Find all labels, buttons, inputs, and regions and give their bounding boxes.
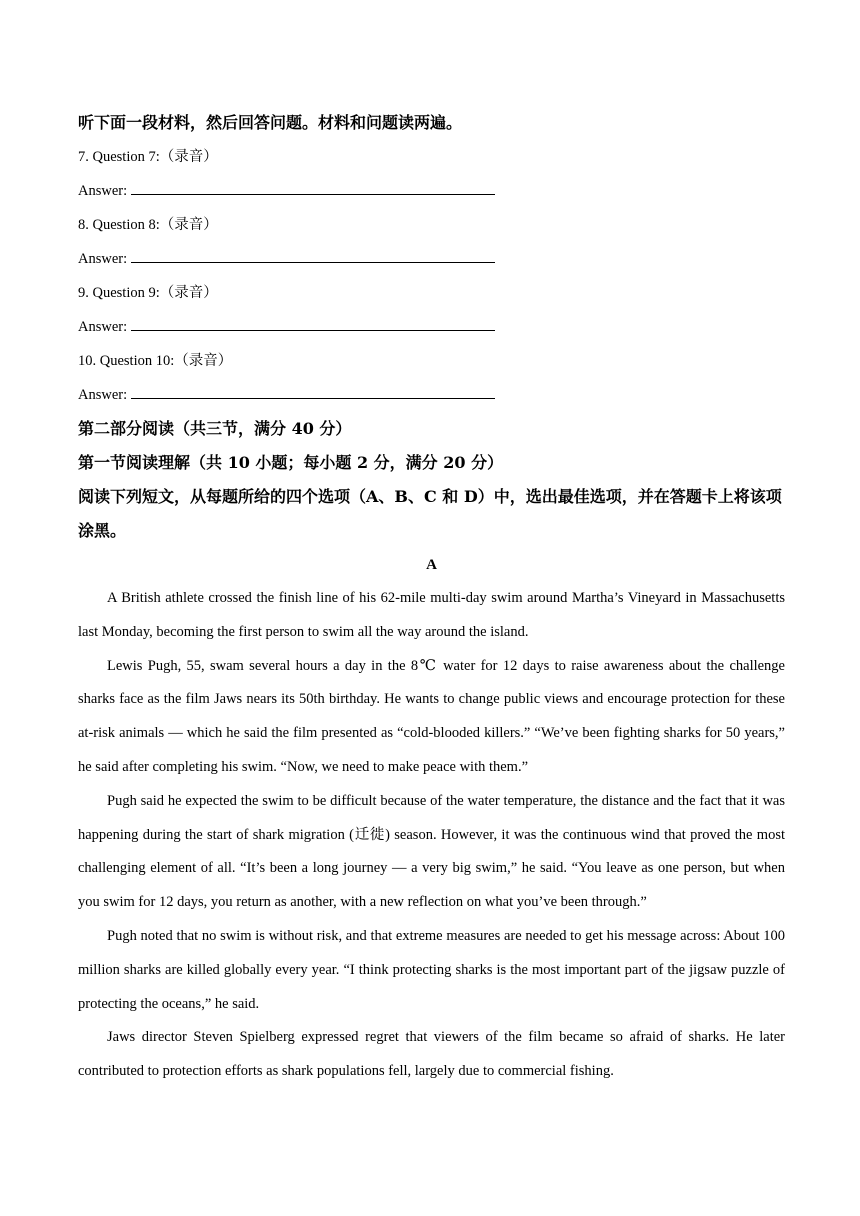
answer-9 [78, 310, 785, 344]
passage-paragraph: Lewis Pugh, 55, swam several hours a day in the 8℃ water for 12 days to raise awareness about the challenge sharks face as the film Jaws nears its 50th birthday. He wants to change public views and encourage protection for these at-risk animals — which he said the film presented as “cold-blooded killers.” “We’ve been fighting sharks for 50 years,” he said after completing his swim. “Now, we need to make peace with them.” [78, 657, 785, 775]
answer-blank-8[interactable] [131, 248, 495, 263]
reading-directions: 阅读下列短文，从每题所给的四个选项（A、B、C 和 D）中，选出最佳选项，并在答题卡上将该项涂黑。 [78, 487, 782, 540]
answer-label: Answer: [78, 319, 128, 335]
document-page [78, 106, 785, 1089]
reading-part-title: 第二部分阅读（共三节，满分 40 分） [78, 419, 352, 438]
answer-7 [78, 174, 785, 208]
answer-10 [78, 378, 785, 412]
passage-label: A [426, 557, 437, 573]
answer-8 [78, 242, 785, 276]
question-7: 7. Question 7:（录音） [78, 149, 218, 165]
question-10: 10. Question 10:（录音） [78, 353, 233, 369]
passage-paragraph: Pugh noted that no swim is without risk, and that extreme measures are needed to get his message across: About 100 million sharks are killed globally every year. “I think protecting sharks is the most important part of the jigsaw puzzle of protecting the oceans,” he said. [78, 927, 785, 1012]
passage-paragraph: Pugh said he expected the swim to be difficult because of the water temperature, the distance and the fact that it was happening during the start of shark migration (迁徙) season. However, it was the continuous wind that proved the most challenging element of all. “It’s been a long journey — a very big swim,” he said. “You leave as one person, but when you swim for 12 days, you return as another, with a new reflection on what you’ve been through.” [78, 792, 785, 911]
question-9: 9. Question 9:（录音） [78, 285, 218, 301]
answer-label: Answer: [78, 387, 128, 403]
answer-label: Answer: [78, 251, 128, 267]
passage-paragraph: Jaws director Steven Spielberg expressed regret that viewers of the film became so afraid of sharks. He later contributed to protection efforts as shark populations fell, largely due to commercial fishing. [78, 1029, 785, 1080]
listening-instruction: 听下面一段材料，然后回答问题。材料和问题读两遍。 [78, 113, 463, 132]
answer-blank-9[interactable] [131, 316, 495, 331]
answer-blank-10[interactable] [131, 384, 495, 399]
reading-section-title: 第一节阅读理解（共 10 小题；每小题 2 分，满分 20 分） [78, 453, 504, 472]
question-8: 8. Question 8:（录音） [78, 217, 218, 233]
answer-blank-7[interactable] [131, 180, 495, 195]
answer-label: Answer: [78, 183, 128, 199]
passage-paragraph: A British athlete crossed the finish line of his 62-mile multi-day swim around Martha’s Vineyard in Massachusetts last Monday, becoming the first person to swim all the way around the island. [78, 590, 785, 640]
